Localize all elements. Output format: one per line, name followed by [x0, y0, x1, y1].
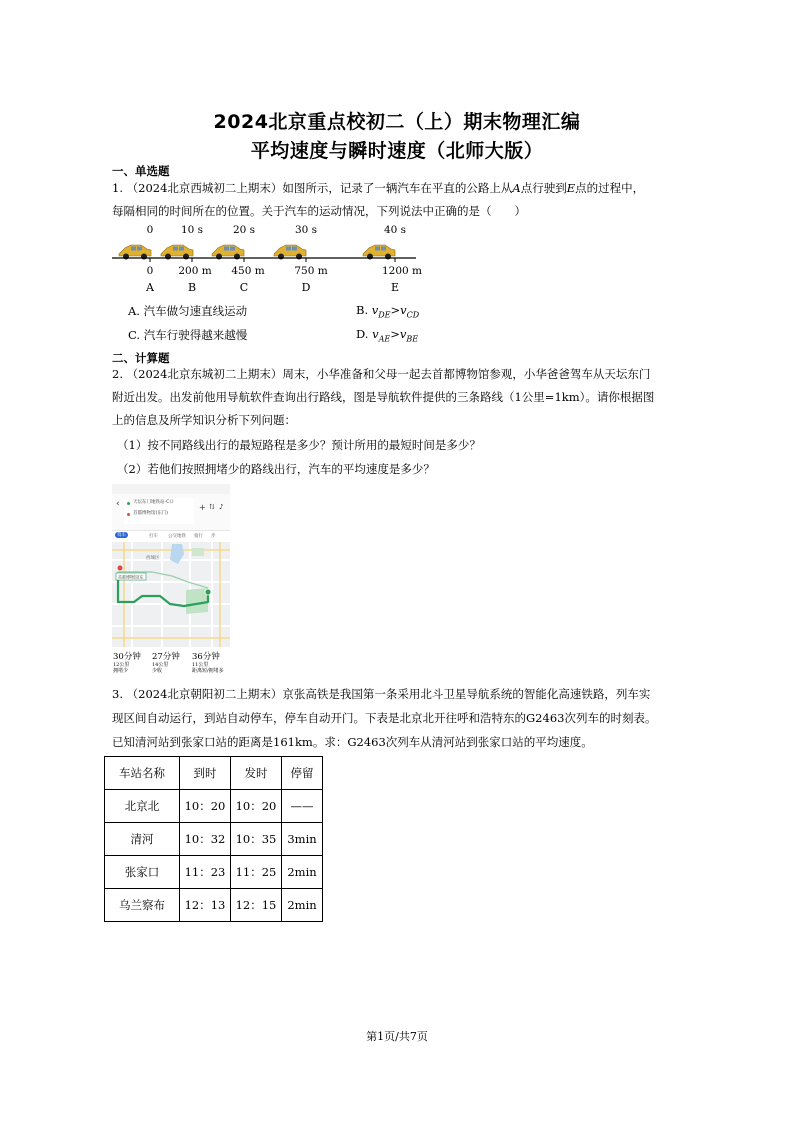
- table-cell: ——: [282, 790, 323, 823]
- distance-label-1200m: 1200 m: [381, 265, 423, 277]
- distance-label-450m: 450 m: [231, 265, 265, 277]
- q2-line2: 附近出发。出发前他用导航软件查询出行路线，图是导航软件提供的三条路线（1公里=1km）。请你根据图: [112, 390, 655, 404]
- tab-taxi[interactable]: 打车: [149, 534, 158, 539]
- origin-field[interactable]: 天坛东门地铁站-C口: [133, 500, 174, 505]
- map-label-district: 西城区: [146, 556, 160, 561]
- table-row: [105, 856, 323, 889]
- page-number: 第1页/共7页: [366, 1030, 428, 1043]
- tab-transit[interactable]: 公交地铁: [168, 534, 186, 539]
- travel-mode-tabs: [112, 531, 230, 541]
- q2-line1: 2. （2024北京东城初二上期末）周末，小华准备和父母一起去首都博物馆参观，小华爸爸驾车从天坛东门: [112, 367, 651, 381]
- q1-line1: 1. （2024北京西城初二上期末）如图所示，记录了一辆汽车在平直的公路上从A点行驶到E点的过程中，: [112, 181, 645, 195]
- table-header-cell: 停留: [282, 757, 323, 790]
- destination-field[interactable]: 首都博物馆(东门): [133, 511, 169, 516]
- table-cell: 12：15: [231, 889, 282, 922]
- q1-line2: 每隔相同的时间所在的位置。关于汽车的运动情况，下列说法中正确的是（ ）: [112, 204, 526, 218]
- table-row: [105, 889, 323, 922]
- q1-option-c: C. 汽车行驶得越来越慢: [128, 328, 248, 342]
- table-cell: 10：35: [231, 823, 282, 856]
- table-cell: 2min: [282, 889, 323, 922]
- table-cell: 12：13: [180, 889, 231, 922]
- time-label-20s: 20 s: [232, 224, 256, 236]
- point-label-a: A: [146, 281, 154, 294]
- table-header-cell: 车站名称: [105, 757, 180, 790]
- tab-bike[interactable]: 骑行: [194, 534, 203, 539]
- q2-sub1: （1）按不同路线出行的最短路程是多少？预计所用的最短时间是多少？: [117, 438, 481, 452]
- tab-drive[interactable]: 驾车: [117, 533, 126, 538]
- table-cell: 11：23: [180, 856, 231, 889]
- q1-option-d: D. $v_{AE}>v_{BE}$: [356, 327, 419, 344]
- table-header-row: [105, 757, 323, 790]
- navigation-screenshot: [112, 484, 230, 679]
- section-heading-single-choice: 一、单选题: [112, 164, 170, 178]
- map-destination-label: 首都博物馆(东: [118, 574, 144, 580]
- time-label-0: 0: [146, 224, 154, 236]
- q3-line1: 3. （2024北京朝阳初二上期末）京张高铁是我国第一条采用北斗卫星导航系统的智能化高速铁路，列车实: [112, 687, 651, 701]
- time-label-30s: 30 s: [294, 224, 318, 236]
- table-header-cell: 发时: [231, 757, 282, 790]
- q1-option-b: B. $v_{DE}>v_{CD}$: [356, 303, 420, 320]
- car-icon-b: [161, 245, 193, 260]
- point-label-e: E: [390, 281, 400, 294]
- destination-dot-icon: [127, 513, 130, 516]
- table-cell: 清河: [105, 823, 180, 856]
- origin-pin-icon: [205, 589, 211, 595]
- document-title: 2024北京重点校初二（上）期末物理汇编: [213, 111, 581, 133]
- car-motion-figure: [110, 222, 430, 294]
- destination-pin-icon: [118, 566, 123, 571]
- point-label-c: C: [239, 281, 249, 294]
- table-cell: 11：25: [231, 856, 282, 889]
- table-header-cell: 到时: [180, 757, 231, 790]
- table-cell: 10：20: [231, 790, 282, 823]
- time-label-10s: 10 s: [180, 224, 204, 236]
- route-option-3[interactable]: 36分钟 11公里 距离短/拥堵多: [192, 652, 224, 674]
- q2-sub2: （2）若他们按照拥堵少的路线出行，汽车的平均速度是多少？: [117, 462, 435, 476]
- table-cell: 张家口: [105, 856, 180, 889]
- car-icon-e: [363, 245, 395, 260]
- car-icon-c: [212, 245, 244, 260]
- point-label-d: D: [301, 281, 311, 294]
- add-stop-icon[interactable]: +: [199, 503, 206, 512]
- route-map[interactable]: [112, 542, 230, 647]
- table-row: [105, 790, 323, 823]
- q2-line3: 上的信息及所学知识分析下列问题：: [112, 413, 296, 427]
- q1-option-a: A. 汽车做匀速直线运动: [128, 304, 248, 318]
- tab-walk[interactable]: 步: [211, 534, 216, 539]
- q3-line2: 现区间自动运行，到站自动停车，停车自动开门。下表是北京北开往呼和浩特东的G2463次列车的时刻表。: [112, 711, 657, 725]
- route-option-1[interactable]: 30分钟 12公里 拥堵少: [113, 652, 141, 674]
- distance-label-0: 0: [146, 265, 154, 277]
- table-cell: 10：32: [180, 823, 231, 856]
- distance-label-750m: 750 m: [294, 265, 328, 277]
- car-icon-a: [119, 245, 151, 260]
- distance-label-200m: 200 m: [178, 265, 212, 277]
- origin-dot-icon: [127, 502, 130, 505]
- document-subtitle: 平均速度与瞬时速度（北师大版）: [250, 140, 544, 162]
- status-bar: [112, 484, 230, 494]
- point-label-b: B: [187, 281, 197, 294]
- section-heading-calculation: 二、计算题: [112, 351, 170, 365]
- car-icon-d: [274, 245, 306, 260]
- table-cell: 2min: [282, 856, 323, 889]
- route-options: [112, 648, 230, 679]
- table-cell: 北京北: [105, 790, 180, 823]
- q3-line3: 已知清河站到张家口站的距离是161km。求：G2463次列车从清河站到张家口站的平均速度。: [112, 735, 593, 749]
- table-cell: 10：20: [180, 790, 231, 823]
- train-timetable: [104, 756, 323, 922]
- time-label-40s: 40 s: [383, 224, 407, 236]
- table-cell: 3min: [282, 823, 323, 856]
- route-input-card: [112, 494, 230, 531]
- back-icon[interactable]: ‹: [116, 499, 120, 509]
- swap-icon[interactable]: ⇅: [209, 503, 215, 511]
- route-option-2[interactable]: 27分钟 14公里 少收: [152, 652, 180, 674]
- table-row: [105, 823, 323, 856]
- voice-icon[interactable]: ♪: [219, 503, 224, 511]
- table-cell: 乌兰察布: [105, 889, 180, 922]
